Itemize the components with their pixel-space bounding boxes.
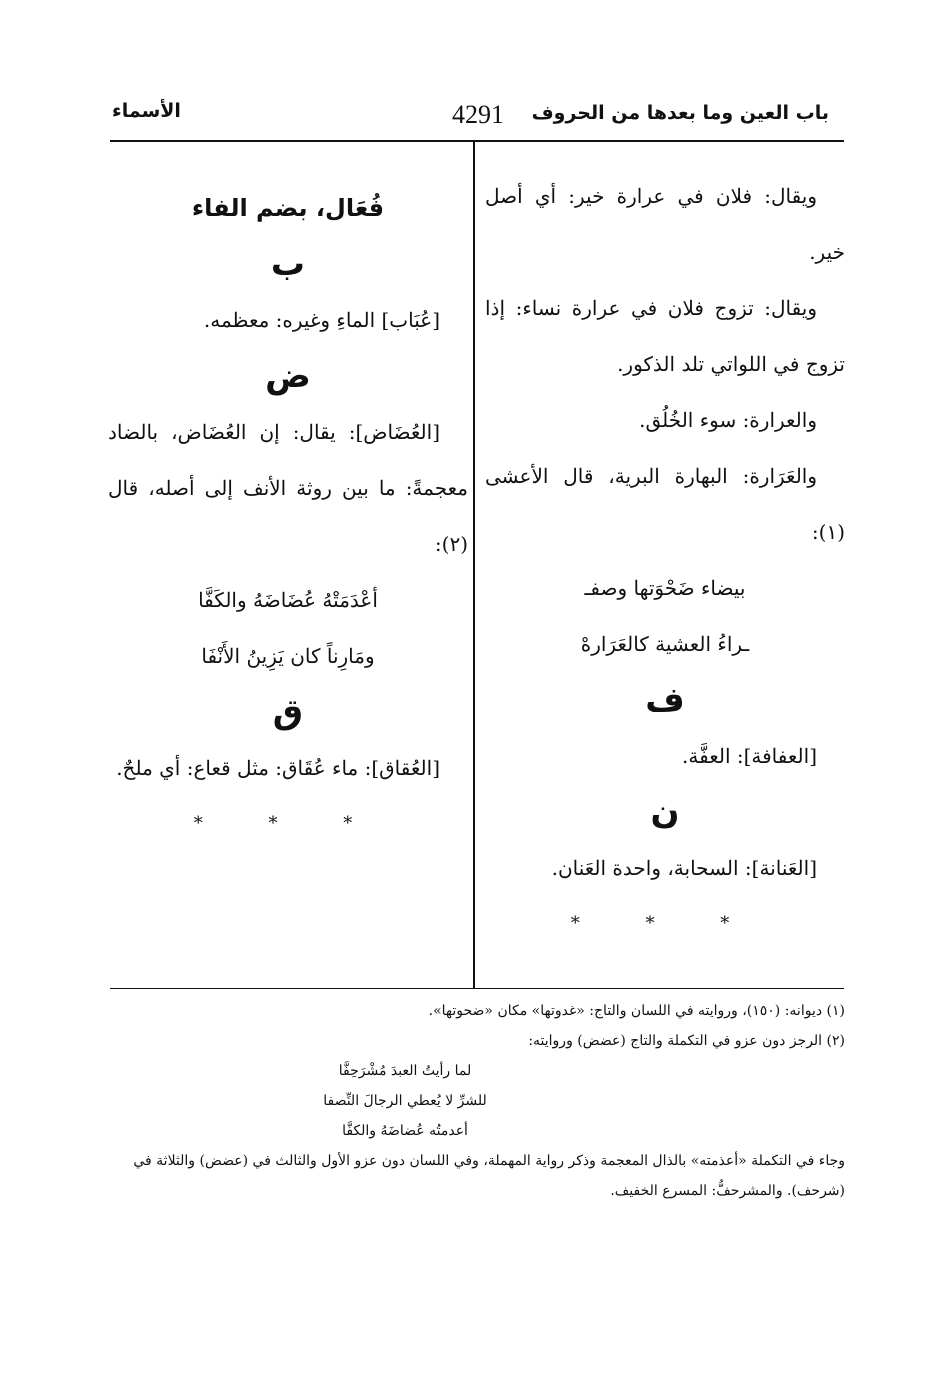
footnote-rule [110,988,844,989]
running-header-category: الأسماء [112,100,181,122]
verse-line: ـراءُ العشية كالعَرَارهْ [580,632,750,656]
verse-line: بيضاء ضَحْوَتها وصفـ [584,576,746,600]
entry-paragraph: [العفافة]: العفَّة. [682,744,817,768]
page-number: 4291 [452,100,504,129]
entry-paragraph: ويقال: تزوج فلان في عرارة نساء: إذا تزوج في اللواتي تلد الذكور. [485,296,845,376]
entry-paragraph: ويقال: فلان في عرارة خير: أي أصل خير. [485,184,845,264]
left-column [108,180,468,852]
letter-heading: ض [265,356,311,396]
footnote: (٢) الرجز دون عزو في التكملة والتاج (عضض) وروايته: [528,1033,845,1049]
right-column [485,168,845,952]
footnote-verse: لما رأيتُ العبدَ مُشْرَحِفَّا [338,1063,472,1079]
verse-line: أعْدَمَتْهُ عُضَاضَهُ والكَفَّا [198,588,378,612]
entry-paragraph: [عُبَاب] الماءِ وغيره: معظمه. [203,308,440,332]
running-header-section: باب العين وما بعدها من الحروف [531,102,829,124]
verse-line: ومَارِناً كان يَزِينُ الأَنْفَا [201,644,375,668]
column-divider [473,140,475,988]
entry-paragraph: والعرارة: سوء الخُلُق. [639,408,817,432]
section-end-stars: * * * [193,813,383,834]
footnote-verse: أعدمتُه عُضاضَهُ والكفَّا [342,1123,468,1139]
footnotes [105,996,845,1206]
section-end-stars: * * * [570,913,760,934]
section-title: فُعَال، بضم الفاء [191,194,385,222]
footnote: (١) ديوانه: (١٥٠)، وروايته في اللسان والتاج: «غدوتها» مكان «ضحوتها». [428,1003,845,1019]
letter-heading: ب [270,244,306,284]
letter-heading: ف [645,680,685,720]
letter-heading: ق [272,692,304,732]
entry-paragraph: والعَرَارة: البهارة البرية، قال الأعشى (١): [485,464,845,544]
footnote: وجاء في التكملة «أعذمته» بالذال المعجمة وذكر رواية المهملة، وفي اللسان دون عزو الأول والثالث في (عضض) والثلاثة في (شرحف). والمشرحفُّ: المسرع الخفيف. [133,1153,845,1199]
entry-paragraph: [العَنانة]: السحابة، واحدة العَنان. [551,856,817,880]
entry-paragraph: [العُقاق]: ماء عُقَاق: مثل قعاع: أي ملحٌ. [116,756,440,780]
footnote-verse: للشرِّ لا يُعطي الرجالَ النِّصفا [323,1093,487,1109]
header-rule [110,140,844,142]
letter-heading: ن [650,792,680,832]
entry-paragraph: [العُضَاض]: يقال: إن العُضَاض، بالضاد معجمةً: ما بين روثة الأنف إلى أصله، قال (٢): [108,420,468,556]
